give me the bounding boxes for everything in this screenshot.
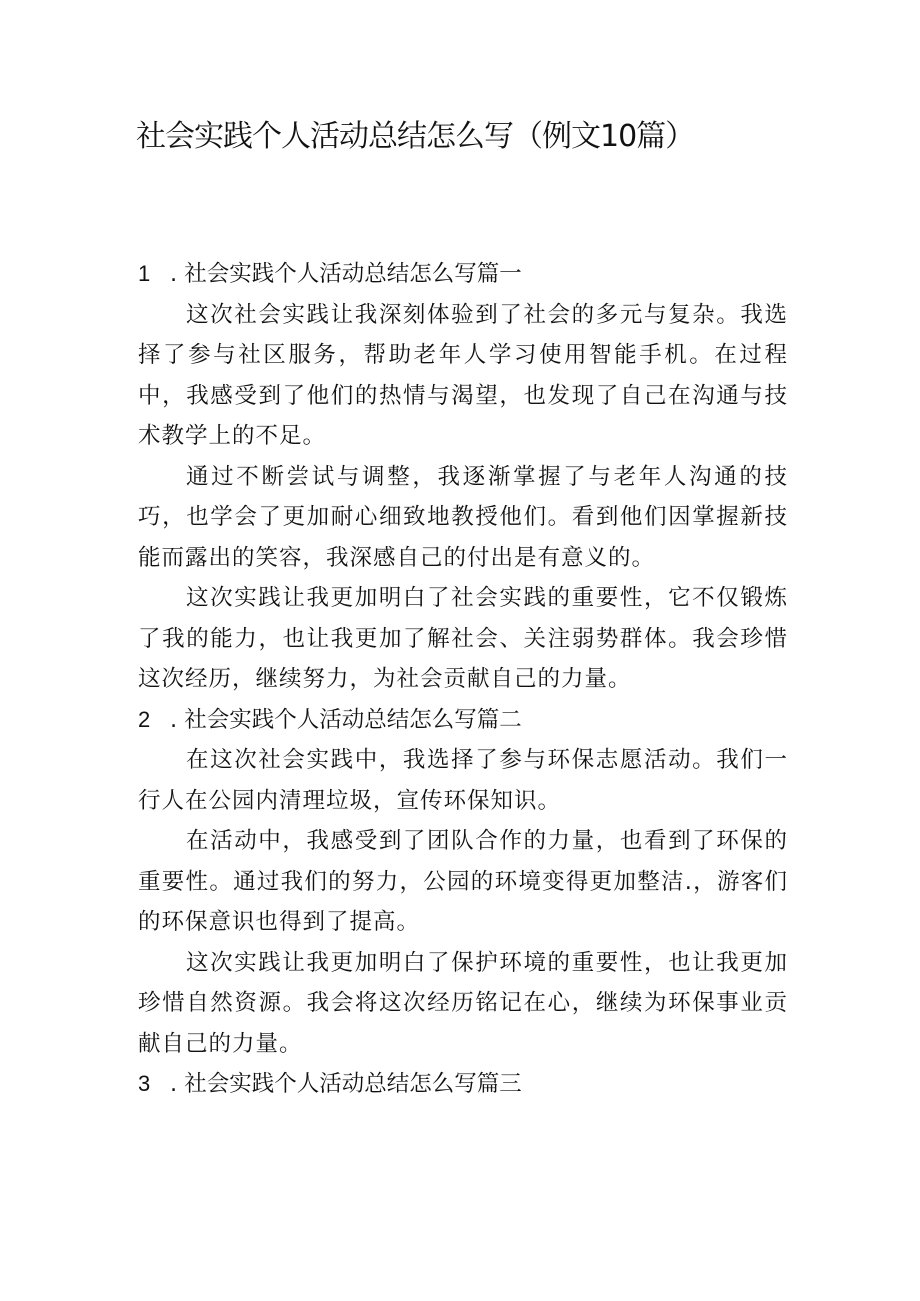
section-heading [138, 700, 788, 741]
section-number: 1 [138, 261, 151, 286]
section-1 [138, 254, 788, 700]
section-number: 3 [138, 1071, 151, 1096]
paragraph: 通过不断尝试与调整，我逐渐掌握了与老年人沟通的技巧，也学会了更加耐心细致地教授他们。看到他们因掌握新技能而露出的笑容，我深感自己的付出是有意义的。 [138, 463, 788, 571]
section-heading-text: . 社会实践个人活动总结怎么写篇二 [170, 706, 522, 733]
section-number: 2 [138, 706, 151, 732]
paragraph: 在活动中，我感受到了团队合作的力量，也看到了环保的重要性。通过我们的努力，公园的环境变得更加整洁.，游客们的环保意识也得到了提高。 [138, 828, 788, 935]
section-heading [138, 254, 788, 295]
section-heading-text: . 社会实践个人活动总结怎么写篇一 [170, 261, 522, 287]
document-title: 社会实践个人活动总结怎么写（例文10篇） [136, 119, 695, 154]
section-heading-text: . 社会实践个人活动总结怎么写篇三 [170, 1071, 522, 1097]
paragraph: 这次实践让我更加明白了保护环境的重要性，也让我更加珍惜自然资源。我会将这次经历铭记在心，继续为环保事业贡献自己的力量。 [138, 949, 788, 1057]
document-body [138, 254, 788, 1105]
section-2 [138, 700, 788, 1065]
paragraph: 这次社会实践让我深刻体验到了社会的多元与复杂。我选择了参与社区服务，帮助老年人学习使用智能手机。在过程中，我感受到了他们的热情与渴望，也发现了自己在沟通与技术教学上的不足。 [138, 301, 788, 449]
paragraph: 在这次社会实践中，我选择了参与环保志愿活动。我们一行人在公园内清理垃圾，宣传环保知识。 [138, 747, 788, 814]
section-heading [138, 1064, 788, 1105]
section-3 [138, 1064, 788, 1105]
paragraph: 这次实践让我更加明白了社会实践的重要性，它不仅锻炼了我的能力，也让我更加了解社会、关注弱势群体。我会珍惜这次经历，继续努力，为社会贡献自己的力量。 [138, 585, 788, 692]
